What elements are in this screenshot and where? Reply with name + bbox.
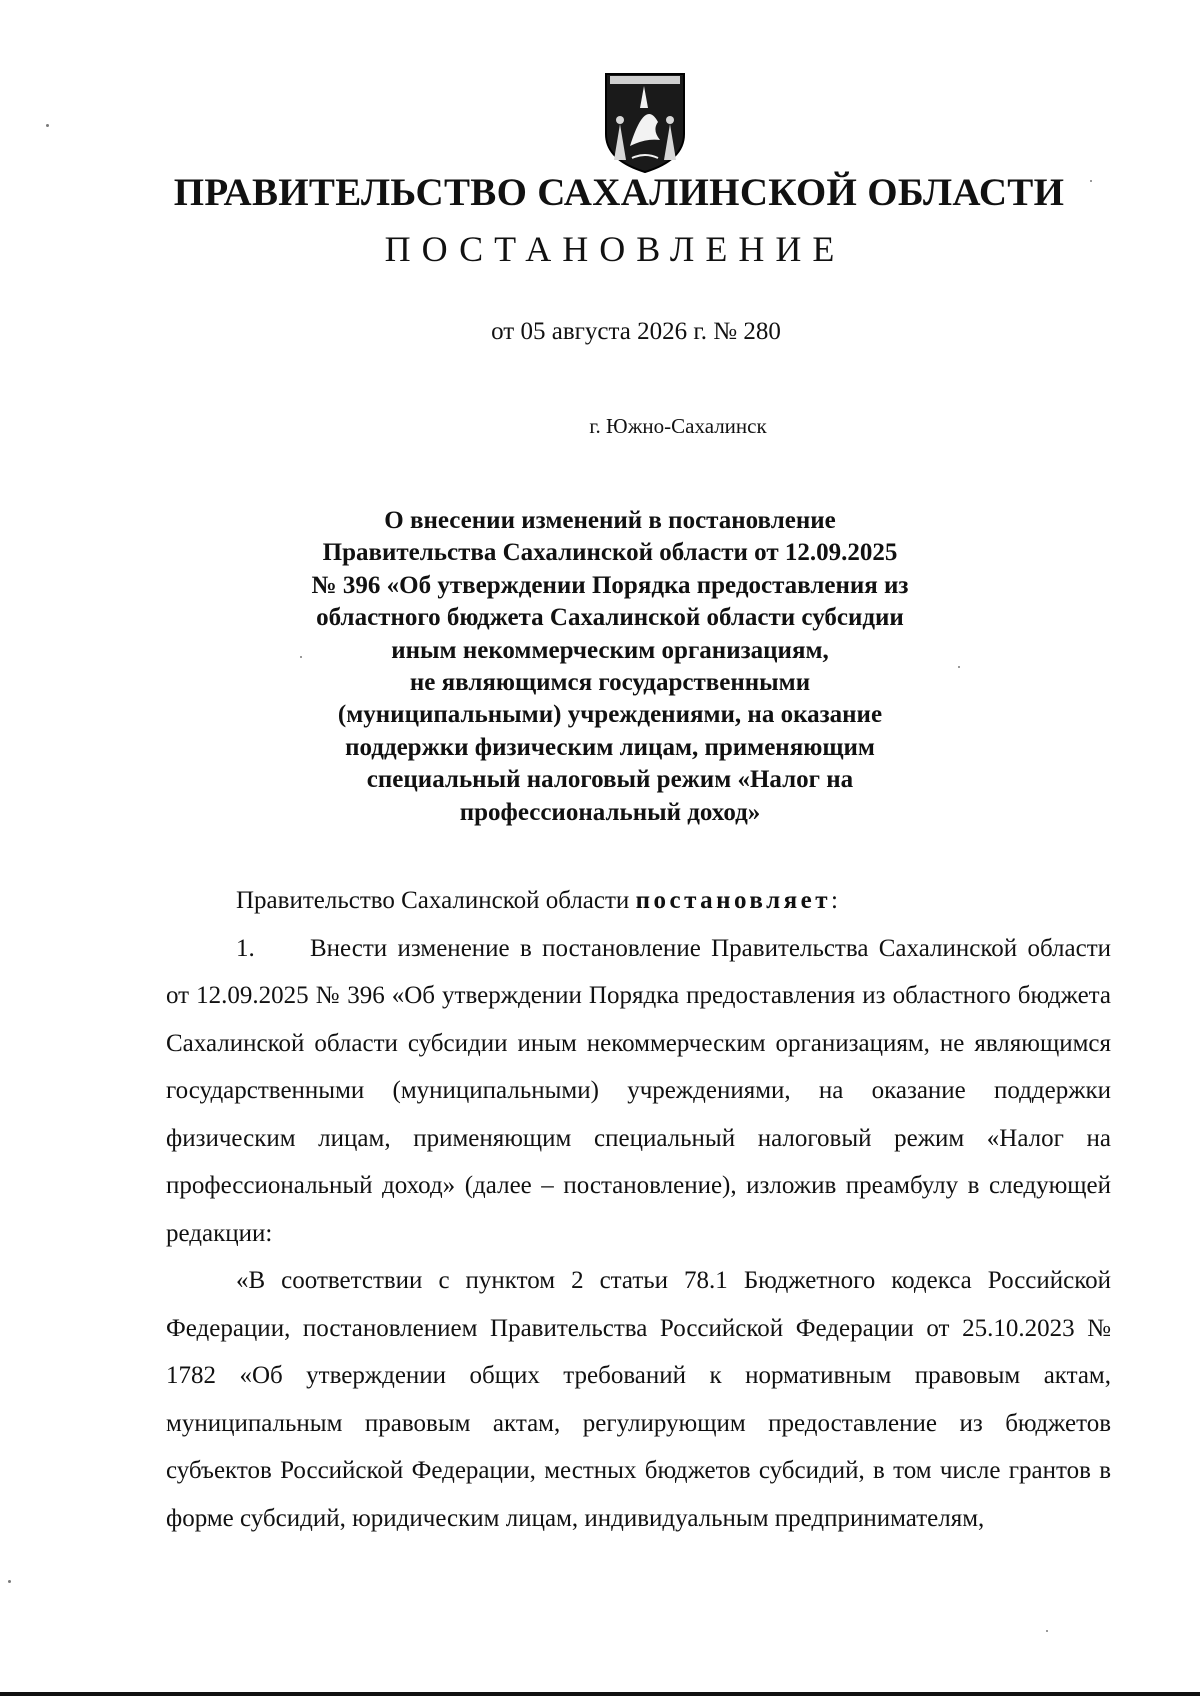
scan-speck xyxy=(1046,1630,1048,1632)
paragraph-line: Российской Федерации, постановлением Правительства Российской xyxy=(166,1267,1112,1342)
intro-keyword: постановляет xyxy=(635,887,832,914)
scan-speck xyxy=(300,656,302,658)
subject-line: иным некоммерческим организациям, xyxy=(391,636,829,664)
resolution-intro xyxy=(166,877,1111,925)
subject-line: поддержки физическим лицам, применяющим xyxy=(345,733,875,761)
paragraph-line: (далее – постановление), изложив преамбулу в следующей редакции: xyxy=(166,1172,1111,1247)
paragraph-line: «В соответствии с пунктом 2 статьи 78.1 Бюджетного кодекса xyxy=(236,1267,972,1294)
paragraph-1 xyxy=(166,925,1111,1258)
paragraph-line-text: Внести изменение в постановление Правительства Сахалинской xyxy=(310,934,1018,962)
paragraph-line: областного бюджета Сахалинской области субсидии иным некоммерческим xyxy=(166,982,1112,1057)
document-place: г. Южно-Сахалинск xyxy=(589,414,767,438)
paragraph-number: 1. xyxy=(236,934,255,962)
subject-line: специальный налоговый режим «Налог на xyxy=(366,766,854,794)
scan-speck xyxy=(1090,180,1092,182)
document-body xyxy=(166,877,1111,1542)
document-type: ПОСТАНОВЛЕНИЕ xyxy=(384,229,846,269)
intro-suffix: : xyxy=(831,887,838,914)
subject-line: (муниципальными) учреждениями, на оказание xyxy=(337,701,883,729)
paragraph-line: области от 12.09.2025 № 396 «Об утверждении Порядка предоставления из xyxy=(166,934,1112,1009)
document-date-number: от 05 августа 2026 г. № 280 xyxy=(491,318,781,345)
paragraph-line: организациям, не являющимся государственными (муниципальными) xyxy=(166,1029,1111,1104)
scan-speck xyxy=(958,666,960,668)
subject-line: профессиональный доход» xyxy=(459,798,761,826)
paragraph-2 xyxy=(166,1257,1111,1542)
government-title: ПРАВИТЕЛЬСТВО САХАЛИНСКОЙ ОБЛАСТИ xyxy=(173,171,1065,214)
scan-speck xyxy=(8,1580,11,1583)
paragraph-line: специальный налоговый режим «Налог на профессиональный доход» xyxy=(166,1124,1111,1199)
page-bottom-edge xyxy=(0,1692,1200,1696)
paragraph-line: регулирующим предоставление из бюджетов субъектов Российской xyxy=(166,1409,1111,1484)
subject-line: областного бюджета Сахалинской области субсидии xyxy=(316,604,904,632)
paragraph-line: учреждениями, на оказание поддержки физическим лицам, применяющим xyxy=(166,1077,1111,1152)
subject-line: не являющимся государственными xyxy=(409,669,811,697)
paragraph-line xyxy=(166,935,1017,962)
subject-line: Правительства Сахалинской области от 12.09.2025 xyxy=(322,539,898,567)
paragraph-line: Федерации от 25.10.2023 № 1782 «Об утверждении общих требований к xyxy=(166,1314,1112,1389)
subject-line: О внесении изменений в постановление xyxy=(384,507,836,534)
subject-line: № 396 «Об утверждении Порядка предоставления из xyxy=(311,571,909,599)
paragraph-line: субсидий, юридическим лицам, индивидуальным предпринимателям, xyxy=(240,1504,985,1532)
document-subject xyxy=(230,505,990,829)
paragraph-line: нормативным правовым актам, муниципальным правовым актам, xyxy=(166,1362,1111,1437)
scan-speck xyxy=(46,124,49,127)
intro-prefix: Правительство Сахалинской области xyxy=(236,887,636,914)
sakhalin-coat-of-arms-icon xyxy=(600,68,690,174)
paragraph-line: Федерации, местных бюджетов субсидий, в том числе грантов в форме xyxy=(166,1457,1112,1532)
